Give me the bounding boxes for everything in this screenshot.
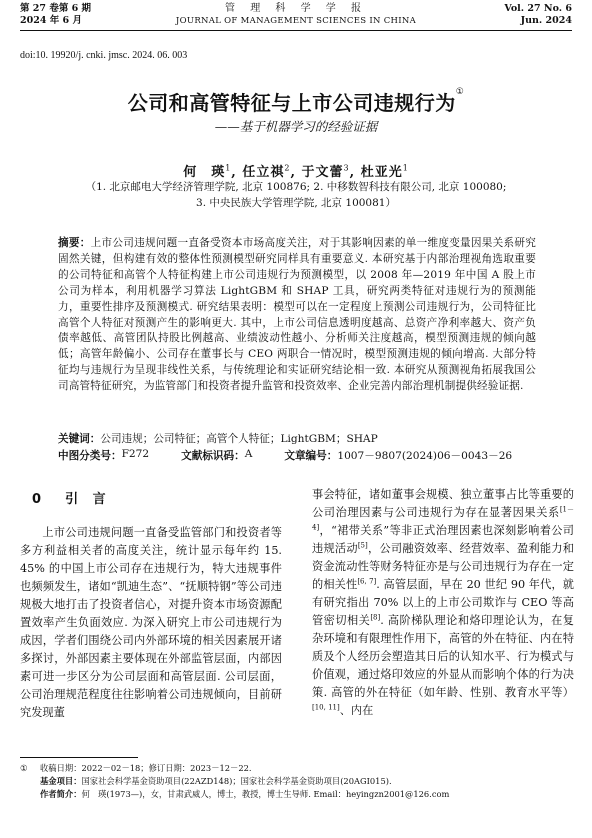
author-affil-mark: 1	[402, 163, 409, 173]
citation: [1－4]	[312, 505, 574, 532]
body-text: 、内在	[339, 704, 374, 717]
date-cn: 2024 年 6 月	[20, 15, 82, 26]
section-number: 0	[32, 492, 47, 507]
classification-row	[58, 448, 538, 463]
date-en: Jun. 2024	[520, 15, 572, 26]
body-text: . 高管层面，早在 20 世纪 90 年代，就有研究指出 70% 以上的上市公司欺诈与 CEO 等高管密切相关	[312, 578, 574, 627]
keywords-label: 关键词：	[58, 433, 101, 445]
citation: [10, 11]	[312, 703, 340, 712]
author-bio-text: 何 瑛(1973—)，女，甘肃武威人，博士，教授，博士生导师. Email：heyingzn2001@126.com	[81, 789, 450, 799]
section-heading	[32, 488, 111, 507]
volume-issue-en	[504, 3, 572, 27]
author-name: 于文蕾	[301, 165, 344, 180]
citation: [8]	[370, 613, 381, 622]
author-affil-mark: 1	[225, 163, 232, 173]
article-number-label: 文章编号：	[284, 450, 338, 462]
header-rule	[20, 30, 572, 31]
article-number-value: 1007－9807(2024)06－0043－26	[337, 450, 513, 462]
author-bio-label: 作者简介：	[40, 789, 82, 799]
journal-name-cn: 管 理 科 学 学 报	[225, 3, 367, 14]
abstract	[58, 236, 536, 395]
paper-title	[0, 87, 592, 116]
keywords	[58, 431, 378, 446]
doc-code-label: 文献标识码：	[181, 450, 245, 462]
section-title: 引 言	[65, 492, 111, 507]
affiliation-line-2: 3. 中央民族大学管理学院, 北京 100081）	[196, 197, 396, 209]
volume-cn: 第 27 卷第 6 期	[20, 3, 92, 14]
author-name: 任立祺	[242, 165, 285, 180]
title-footnote-mark: ①	[455, 87, 465, 97]
received-dates: 收稿日期：2022－02－18；修订日期：2023－12－22.	[40, 763, 252, 773]
body-paragraph: 上市公司违规问题一直备受监管部门和投资者等多方利益相关者的高度关注，统计显示每年约 15. 45% 的中国上市公司存在违规行为，特大违规事件也频频发生，诸如“凯迪生态”、“抚顺特钢”等公司违规极大地打击了投资者信心，对提升资本市场资源配置效率产生负面效应. 为深入研究上市公司违规行为成因，学者们围绕公司内外部环境的相关因素展开诸多探讨，外部因素主要体现在外部监管层面，内部因素可进一步区分为公司层面和高管层面. 公司层面，公司治理规范程度往往影响着公司违规倾向，目前研究发现董	[20, 526, 282, 719]
body-text: ，“裙带关系”等非正式治理因素也深刻影响着公司违规活动	[312, 524, 574, 555]
citation: [5]	[357, 541, 368, 550]
abstract-label: 摘要：	[58, 237, 91, 249]
citation: [6, 7]	[357, 577, 377, 586]
body-text: 事会特征，诸如董事会规模、独立董事占比等重要的公司治理因素与公司违规行为存在显著因果关系	[312, 488, 574, 519]
affiliation-line-1: （1. 北京邮电大学经济管理学院, 北京 100876; 2. 中移数智科技有限公司, 北京 100080;	[85, 181, 507, 193]
doi: doi:10. 19920/j. cnki. jmsc. 2024. 06. 003	[20, 50, 188, 61]
body-text: . 高阶梯队理论和烙印理论认为，在复杂环境和有限理性作用下，高管的外在特征、内在特质及个人经历会塑造其日后的认知水平、行为模式与价值观，通过烙印效应的外显从而影响个体的行为决策. 高管的外在特征（如年龄、性别、教育水平等）	[312, 614, 574, 699]
footnote-fund	[40, 775, 592, 788]
clc-value: F272	[121, 448, 150, 460]
keywords-text: 公司违规；公司特征；高管个人特征；LightGBM；SHAP	[100, 433, 378, 445]
author-name: 何 瑛	[183, 165, 226, 180]
author-list: 何 瑛$^1$, 任立祺$^2$, 于文蕾$^3$, 杜亚光$^1$	[183, 163, 409, 180]
doc-code-value: A	[244, 448, 253, 460]
body-right-column	[312, 486, 574, 720]
abstract-text: 上市公司违规问题一直备受资本市场高度关注，对于其影响因素的单一维度变量因果关系研究固然关键，但构建有效的整体性预测模型研究同样具有重要意义. 本研究基于内部治理视角选取重要的公司特征和高管个人特征构建上市公司违规行为预测模型，以 2008 年—2019 年中国 A 股上市公司为样本，利用机器学习算法 LightGBM 和 SHAP 工具，研究两类特征对违规行为的预测能力，重要性排序及预测模式. 研究结果表明：模型可以在一定程度上预测公司违规行为，公司特征比高管个人特征对预测产生的影响更大. 其中，上市公司信息透明度越高、总资产净利率越大、资产负债率越低、高管团队持股比例越高、业绩波动性越小、分析师关注度越高，模型预测违规的倾向越低；高管年龄偏小、公司存在董事长与 CEO 两职合一情况时，模型预测违规的倾向增高. 大部分特征均与违规行为呈现非线性关系，与传统理论和实证研究结论相一致. 本研究从预测视角拓展我国公司高管特征研究，为监管部门和投资者提升监管和投资效率、企业完善内部治理机制提供经验证据.	[58, 237, 536, 393]
footnote-mark: ①	[20, 763, 28, 773]
footnote-received	[20, 762, 592, 775]
clc-label: 中图分类号：	[58, 450, 122, 462]
footnote-rule	[20, 757, 138, 758]
author-name: 杜亚光	[360, 165, 403, 180]
author-affil-mark: 3	[343, 163, 350, 173]
body-left-column	[20, 524, 282, 722]
paper-subtitle: ——基于机器学习的经验证据	[214, 119, 378, 134]
fund-label: 基金项目：	[40, 776, 82, 786]
author-affil-mark: 2	[284, 163, 291, 173]
journal-name-en: JOURNAL OF MANAGEMENT SCIENCES IN CHINA	[175, 16, 417, 26]
body-text: ，公司融资效率、经营效率、盈利能力和资金流动性等财务特征亦是与公司违规行为存在一定的相关性	[312, 542, 574, 591]
fund-text: 国家社会科学基金资助项目(22AZD148)；国家社会科学基金资助项目(20AGI015).	[81, 776, 392, 786]
title-text: 公司和高管特征与上市公司违规行为	[127, 91, 456, 115]
volume-en: Vol. 27 No. 6	[504, 3, 572, 14]
footnote-author	[40, 788, 592, 801]
